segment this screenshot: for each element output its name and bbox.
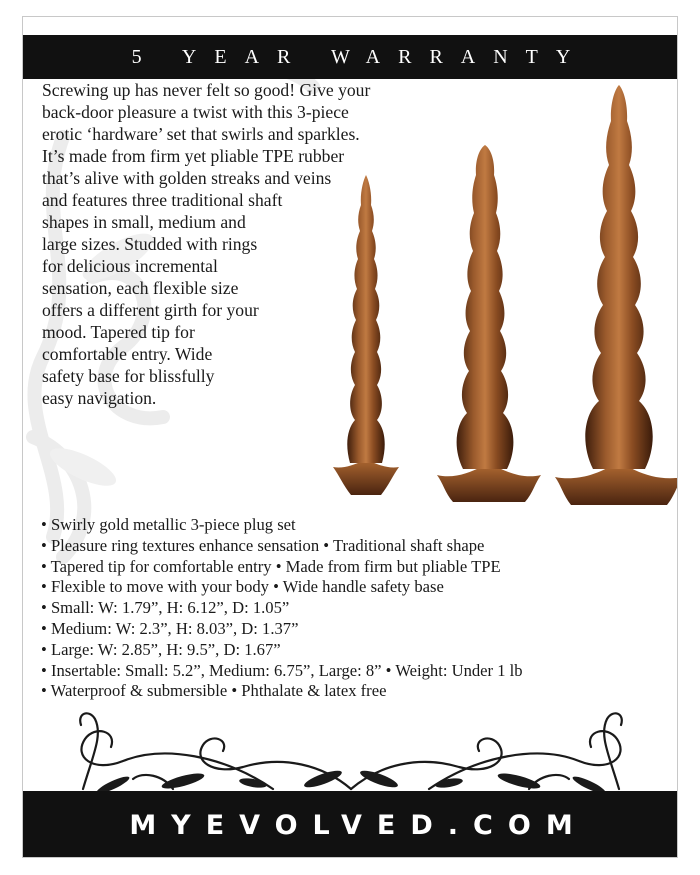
feature-item: • Pleasure ring textures enhance sensation • Traditional shaft shape	[41, 535, 485, 555]
intro-line: comfortable entry. Wide	[42, 344, 213, 364]
intro-line: offers a different girth for your	[42, 300, 259, 320]
document-frame	[22, 16, 678, 858]
small-plug	[333, 175, 399, 495]
medium-plug	[437, 145, 541, 502]
intro-line: sensation, each flexible size	[42, 278, 239, 298]
warranty-title: 5 YEAR WARRANTY	[131, 45, 589, 68]
intro-line: large sizes. Studded with rings	[42, 234, 258, 254]
intro-line: easy navigation.	[42, 388, 157, 408]
flourish-decoration	[23, 705, 678, 791]
intro-line: safety base for blissfully	[42, 366, 215, 386]
intro-line: Screwing up has never felt so good! Give your	[42, 80, 371, 100]
intro-line: for delicious incremental	[42, 256, 218, 276]
feature-item: • Large: W: 2.85”, H: 9.5”, D: 1.67”	[41, 639, 281, 659]
feature-item: • Flexible to move with your body • Wide handle safety base	[41, 577, 444, 597]
feature-item: • Waterproof & submersible • Phthalate & latex free	[41, 681, 387, 701]
feature-item: • Insertable: Small: 5.2”, Medium: 6.75”, Large: 8” • Weight: Under 1 lb	[41, 660, 523, 680]
intro-line: It’s made from firm yet pliable TPE rubber	[42, 146, 345, 166]
intro-line: mood. Tapered tip for	[42, 322, 195, 342]
product-image	[303, 65, 678, 520]
feature-item: • Small: W: 1.79”, H: 6.12”, D: 1.05”	[41, 598, 290, 618]
feature-item: • Tapered tip for comfortable entry • Made from firm but pliable TPE	[41, 556, 501, 576]
website-url[interactable]: MYEVOLVED.COM	[129, 809, 588, 841]
intro-line: back-door pleasure a twist with this 3-piece	[42, 102, 349, 122]
feature-item: • Medium: W: 2.3”, H: 8.03”, D: 1.37”	[41, 618, 299, 638]
website-banner	[23, 791, 678, 858]
intro-line: erotic ‘hardware’ set that swirls and sparkles.	[42, 124, 360, 144]
intro-line: shapes in small, medium and	[42, 212, 246, 232]
large-plug	[555, 85, 678, 505]
intro-line: that’s alive with golden streaks and veins	[42, 168, 332, 188]
feature-item: • Swirly gold metallic 3-piece plug set	[41, 515, 296, 534]
intro-line: and features three traditional shaft	[42, 190, 283, 210]
feature-list	[41, 515, 671, 702]
